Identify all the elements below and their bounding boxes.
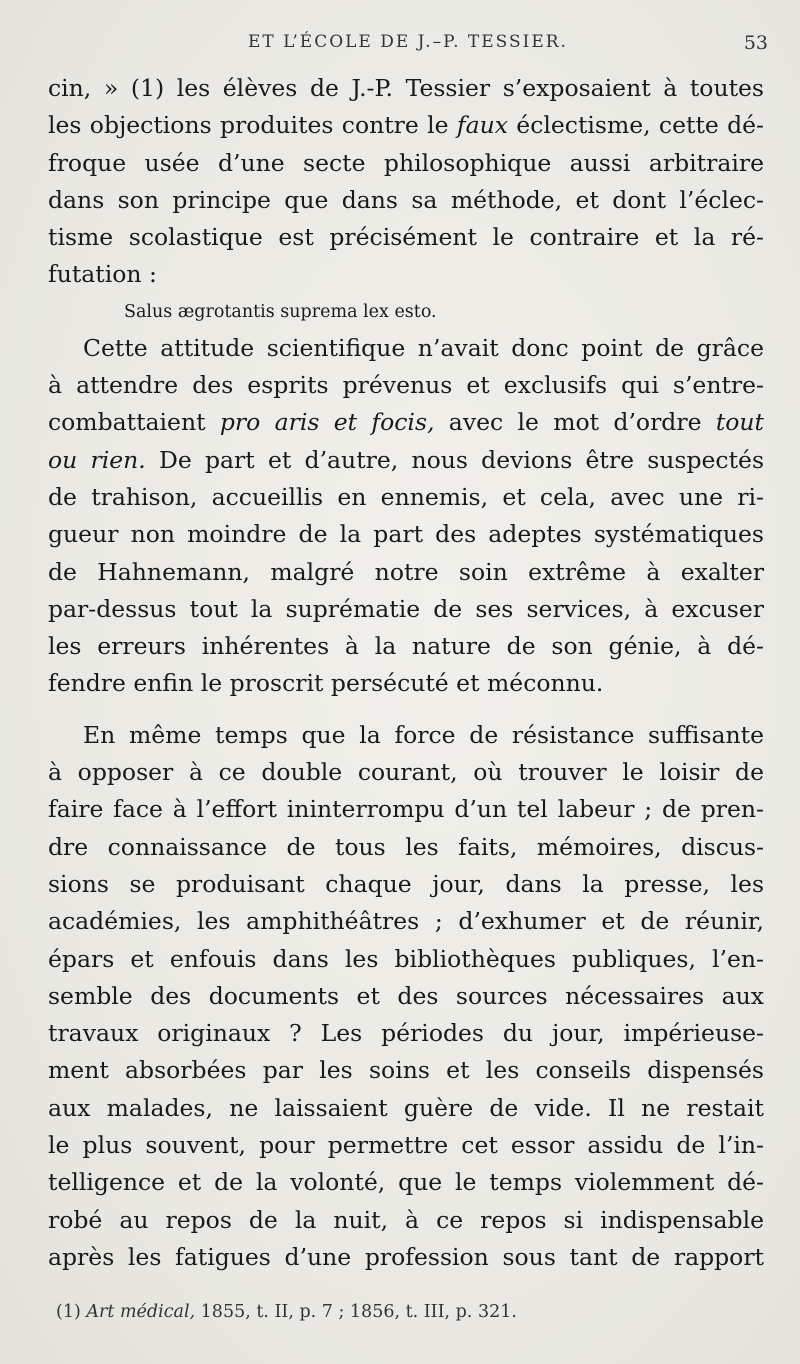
text-line: à attendre des esprits prévenus et exclusifs qui s’entre- — [48, 371, 764, 400]
text-line: tisme scolastique est précisément le contraire et la ré- — [48, 223, 764, 252]
latin-motto: Salus ægrotantis suprema lex esto. — [124, 301, 437, 322]
text-line: futation : — [48, 260, 157, 289]
italic-word: faux — [456, 111, 508, 140]
footnote-marker: (1) — [56, 1302, 87, 1322]
text-line: ou rien. De part et d’autre, nous devions être suspectés — [48, 445, 765, 474]
footnote-title: Art médical, — [86, 1302, 196, 1322]
italic-phrase: pro aris et focis, — [219, 408, 435, 437]
italic-phrase: ou rien. — [48, 445, 146, 474]
text-line: à opposer à ce double courant, où trouver le loisir de — [48, 758, 764, 787]
text-line: académies, les amphithéâtres ; d’exhumer et de réunir, — [48, 907, 764, 936]
text-line: combattaient pro aris et focis, avec le mot d’ordre tout — [48, 408, 764, 437]
text-line: Cette attitude scientifique n’avait donc point de grâce — [83, 333, 764, 362]
body-text — [48, 70, 764, 1276]
footnote — [56, 1302, 756, 1322]
text-line: par-dessus tout la suprématie de ses services, à excuser — [48, 594, 764, 623]
text-line: gueur non moindre de la part des adeptes systématiques — [48, 520, 764, 549]
text-line: les objections produites contre le faux éclectisme, cette dé- — [48, 111, 765, 140]
footnote-citation: 1855, t. II, p. 7 ; 1856, t. III, p. 321. — [195, 1302, 517, 1322]
text-line: de Hahnemann, malgré notre soin extrême à exalter — [48, 557, 764, 586]
text-line: aux malades, ne laissaient guère de vide. Il ne restait — [48, 1093, 764, 1122]
text-line: robé au repos de la nuit, à ce repos si indispensable — [48, 1205, 764, 1234]
text-line: ment absorbées par les soins et les conseils dispensés — [48, 1056, 764, 1085]
text-line: sions se produisant chaque jour, dans la presse, les — [48, 869, 764, 898]
text-line: après les fatigues d’une profession sous tant de rapport — [48, 1242, 764, 1271]
text-line: cin, » (1) les élèves de J.-P. Tessier s’exposaient à toutes — [48, 74, 764, 102]
text-line: de trahison, accueillis en ennemis, et cela, avec une ri- — [48, 482, 764, 511]
text-line: dre connaissance de tous les faits, mémoires, discus- — [48, 832, 764, 861]
text-line: fendre enfin le proscrit persécuté et méconnu. — [48, 669, 604, 698]
text-line: épars et enfouis dans les bibliothèques publiques, l’en- — [48, 944, 764, 973]
text-line: le plus souvent, pour permettre cet essor assidu de l’in- — [48, 1131, 764, 1160]
text-line: travaux originaux ? Les périodes du jour, impérieuse- — [48, 1019, 764, 1048]
text-line: En même temps que la force de résistance suffisante — [83, 720, 764, 749]
page-header — [48, 32, 768, 62]
text-line: froque usée d’une secte philosophique aussi arbitraire — [48, 148, 764, 177]
paragraph-gap — [48, 703, 764, 717]
text-line: semble des documents et des sources nécessaires aux — [48, 981, 764, 1010]
text-line: telligence et de la volonté, que le temps violemment dé- — [48, 1168, 764, 1197]
running-title: ET L’ÉCOLE DE J.–P. TESSIER. — [248, 32, 568, 52]
text-line: les erreurs inhérentes à la nature de son génie, à dé- — [48, 632, 764, 661]
page-number: 53 — [743, 32, 768, 54]
text-line: faire face à l’effort ininterrompu d’un tel labeur ; de pren- — [48, 795, 764, 824]
text-line: dans son principe que dans sa méthode, et dont l’éclec- — [48, 185, 764, 214]
italic-phrase: tout — [715, 408, 764, 437]
